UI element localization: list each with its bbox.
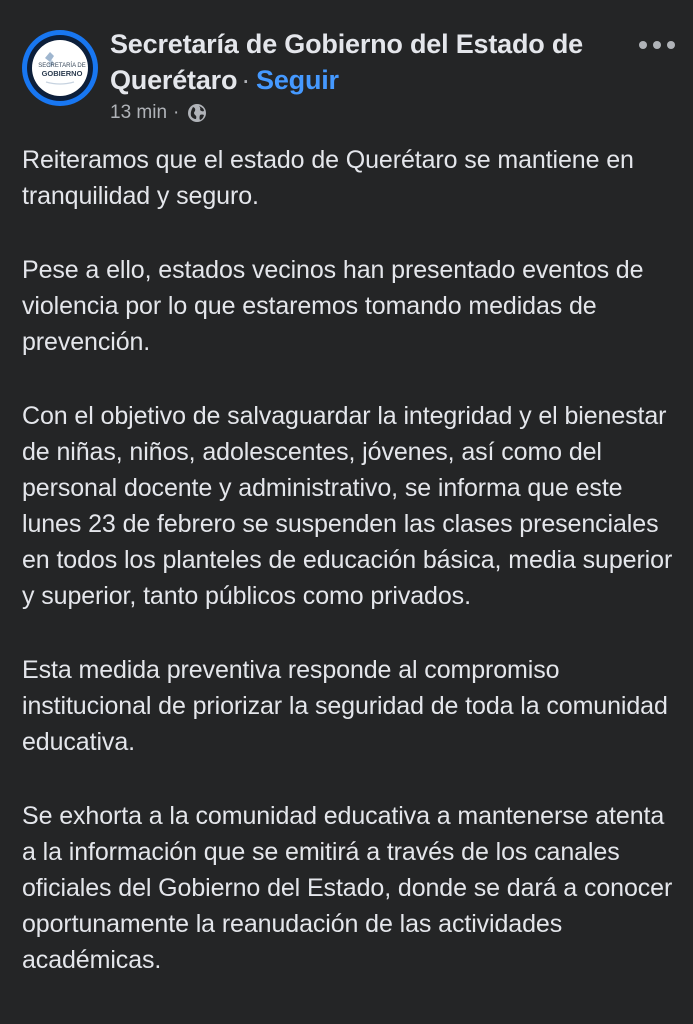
name-follow-separator: · bbox=[241, 65, 251, 95]
post-meta bbox=[110, 100, 207, 126]
post-header bbox=[0, 0, 693, 140]
follow-button[interactable]: Seguir bbox=[256, 65, 339, 95]
post-timestamp[interactable]: 13 min bbox=[110, 102, 168, 123]
post-paragraph: Pese a ello, estados vecinos han presentado eventos de violencia por lo que estaremos tomando medidas de prevención. bbox=[22, 256, 644, 356]
logo-text-line2: GOBIERNO bbox=[41, 69, 83, 78]
meta-separator: · bbox=[173, 102, 180, 123]
post-paragraph: Con el objetivo de salvaguardar la integridad y el bienestar de niñas, niños, adolescentes, jóvenes, así como del personal docente y administrativo, se informa que este lunes 23 de febrero se suspenden las clases presenciales en todos los planteles de educación básica, media superior y superior, tanto públicos como privados. bbox=[22, 402, 673, 610]
government-logo-icon bbox=[32, 40, 88, 96]
globe-icon[interactable] bbox=[187, 103, 207, 123]
avatar-ring bbox=[27, 35, 93, 101]
post-text bbox=[22, 142, 682, 1016]
more-horizontal-icon[interactable] bbox=[636, 32, 680, 60]
post-paragraph: Esta medida preventiva responde al compromiso institucional de priorizar la seguridad de toda la comunidad educativa. bbox=[22, 656, 668, 756]
logo-text-line1: SECRETARÍA DE bbox=[38, 63, 86, 69]
post-paragraph: Se exhorta a la comunidad educativa a mantenerse atenta a la información que se emitirá a través de los canales oficiales del Gobierno del Estado, donde se dará a conocer oportunamente la reanudación de las actividades académicas. bbox=[22, 802, 673, 974]
page-name-line bbox=[110, 26, 610, 98]
post-paragraph: Reiteramos que el estado de Querétaro se mantiene en tranquilidad y seguro. bbox=[22, 146, 634, 210]
page-avatar[interactable] bbox=[22, 30, 98, 106]
page-name-link[interactable]: Secretaría de Gobierno del Estado de Querétaro bbox=[110, 29, 583, 95]
avatar-logo bbox=[32, 40, 88, 96]
